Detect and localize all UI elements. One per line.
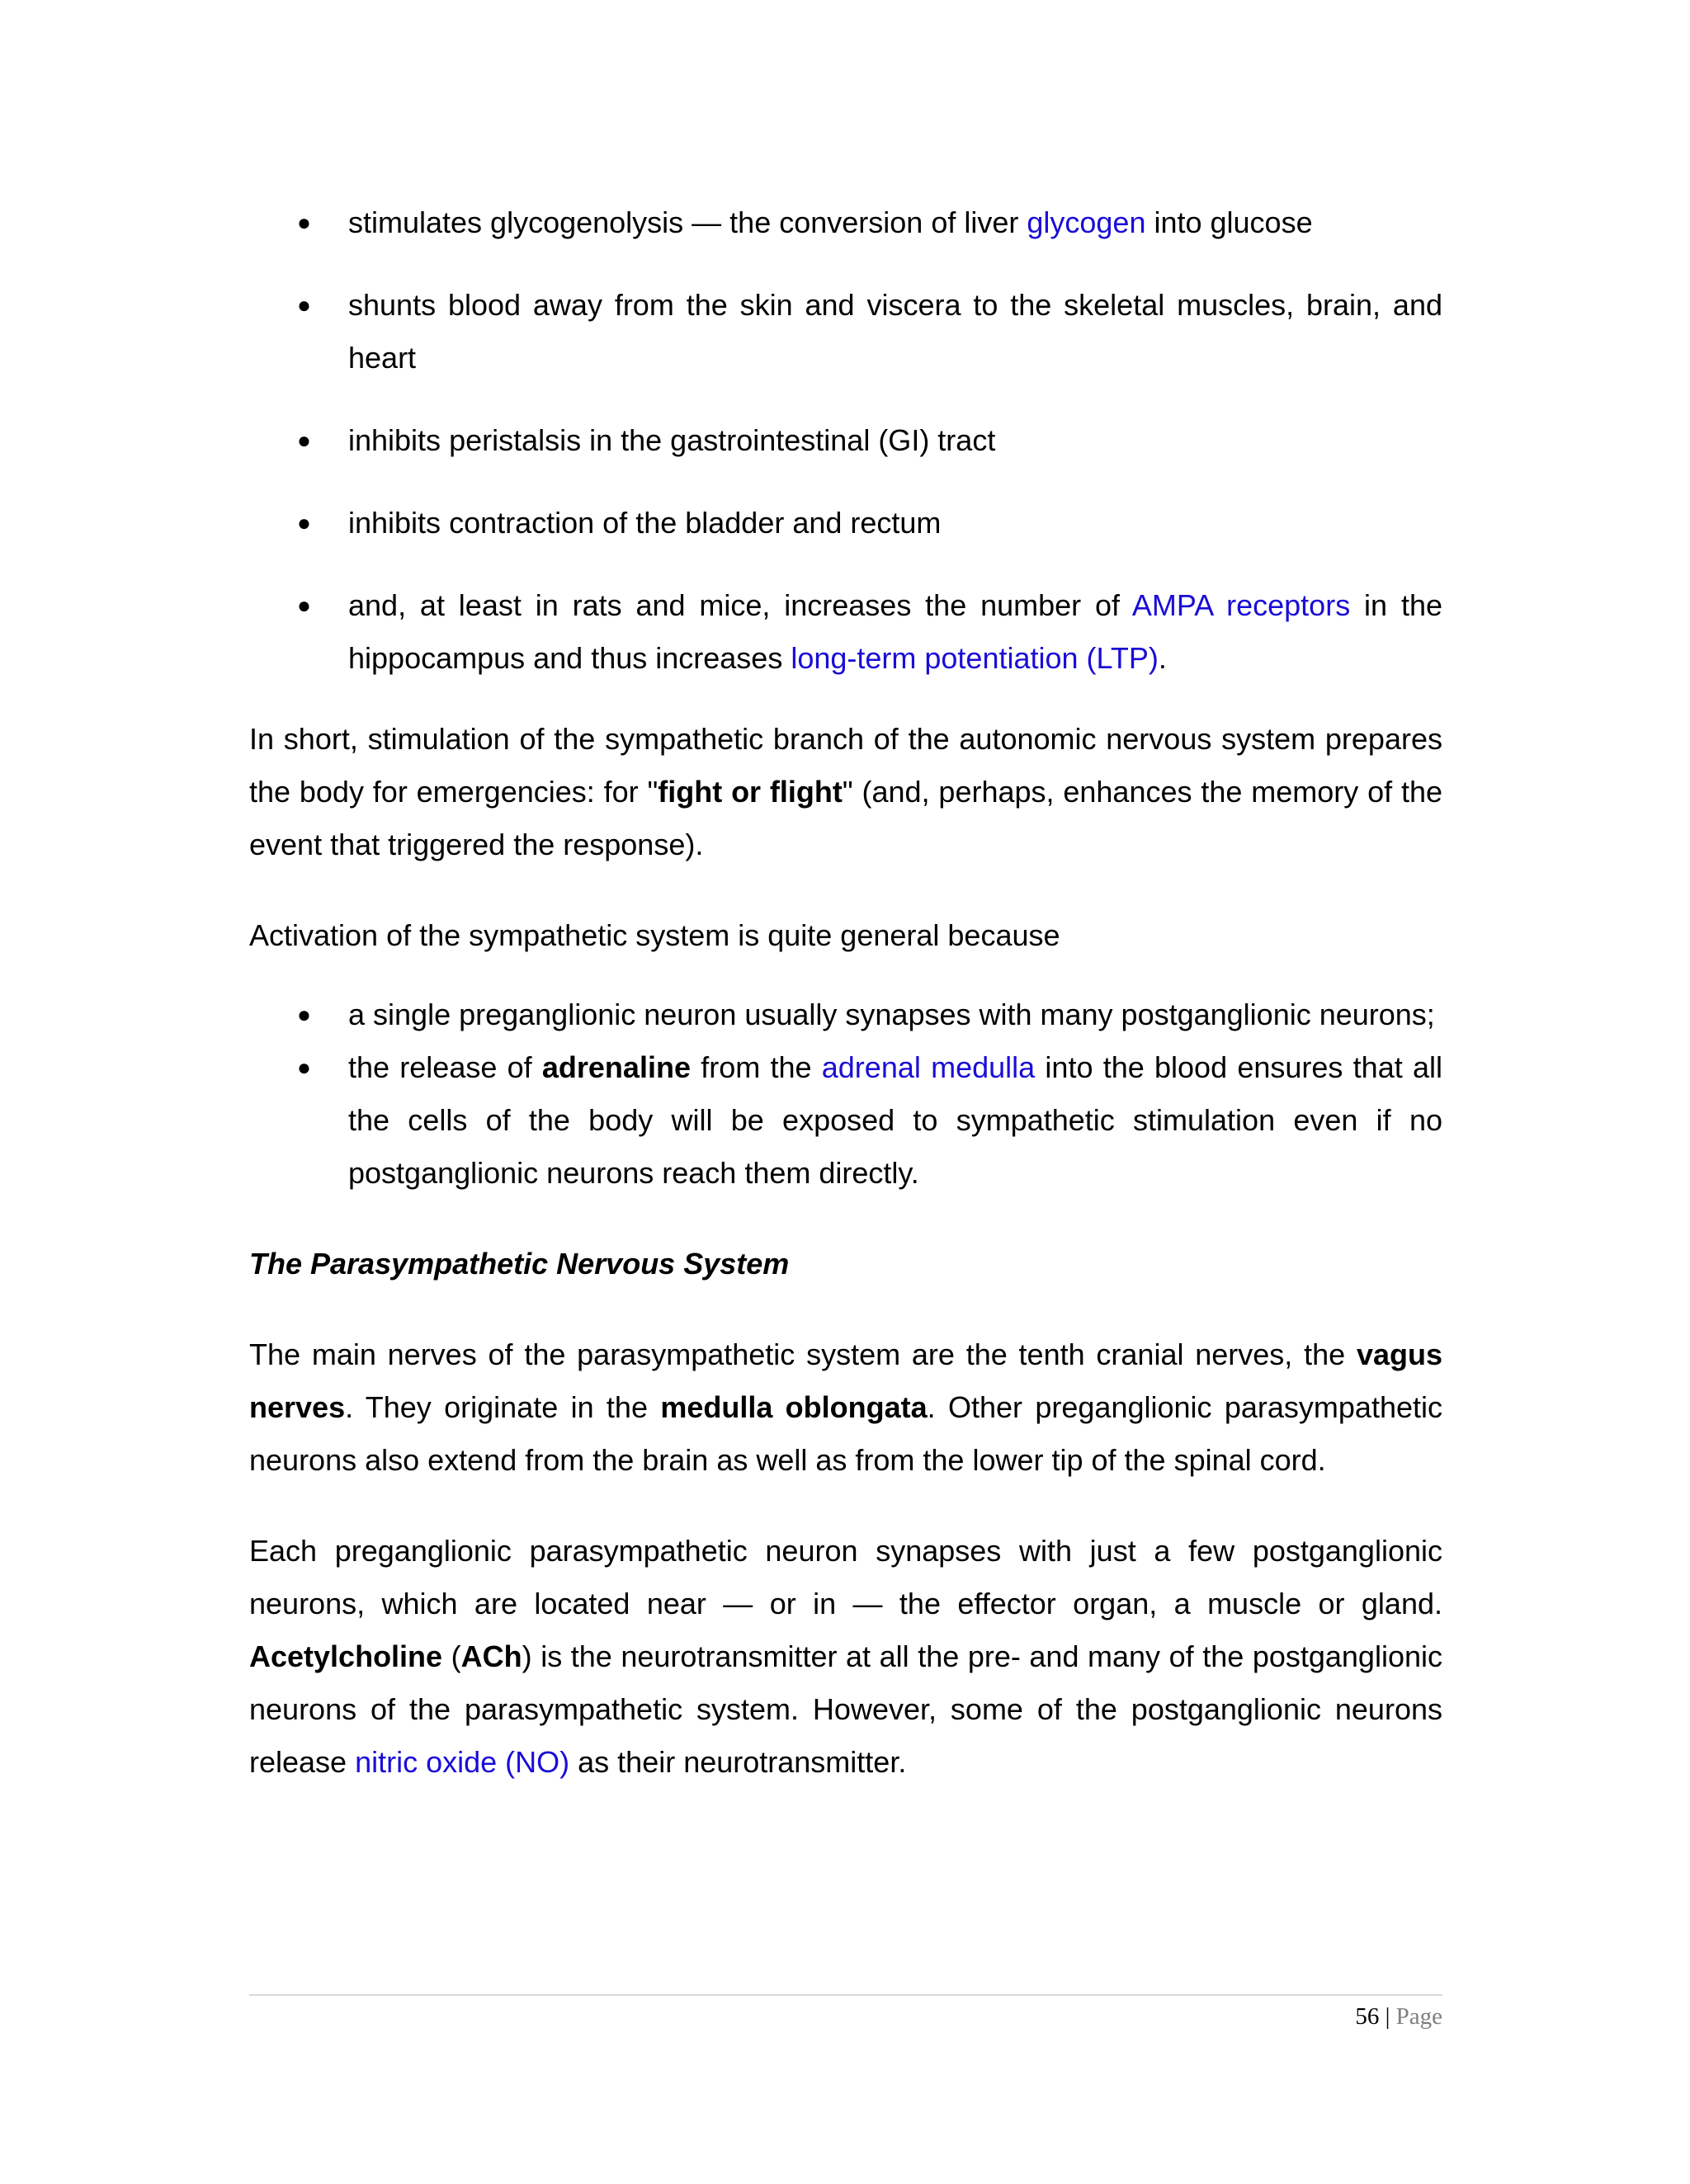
page-label: Page	[1395, 2003, 1442, 2030]
paragraph-text: Activation of the sympathetic system is quite general because	[249, 918, 1060, 952]
glycogen-link[interactable]: glycogen	[1027, 205, 1146, 239]
footer-divider	[249, 1994, 1442, 1996]
adrenal-medulla-link[interactable]: adrenal medulla	[821, 1050, 1036, 1084]
list-item	[249, 988, 1442, 1041]
paragraph-text: . They originate in the	[345, 1390, 661, 1424]
vagus-nerves-paragraph	[249, 1328, 1442, 1487]
effects-bullet-list	[249, 196, 1442, 685]
list-item	[249, 579, 1442, 685]
nitric-oxide-link[interactable]: nitric oxide (NO)	[355, 1745, 570, 1779]
page-footer	[249, 2000, 1442, 2033]
list-item-text: into the blood ensures that all the cells of the body will be exposed to sympathetic stimulation even if no postganglionic neurons reach them directly.	[348, 1050, 1442, 1190]
list-item-text: into glucose	[1145, 205, 1313, 239]
ampa-receptors-link[interactable]: AMPA receptors	[1131, 588, 1351, 622]
ltp-link[interactable]: long-term potentiation (LTP)	[791, 641, 1159, 675]
page-number: 56	[1355, 2003, 1380, 2030]
bullet-icon: ●	[297, 1054, 311, 1080]
bullet-icon: ●	[297, 1002, 311, 1027]
list-item-text: inhibits peristalsis in the gastrointestinal (GI) tract	[348, 423, 996, 457]
section-heading: The Parasympathetic Nervous System	[249, 1247, 790, 1281]
activation-paragraph	[249, 909, 1442, 962]
list-item	[249, 279, 1442, 384]
list-item-text: from the	[690, 1050, 822, 1084]
paragraph-text: Each preganglionic parasympathetic neuron synapses with just a few postganglionic neurons, which are located near — or in — the effector organ, a muscle or gland.	[249, 1534, 1442, 1620]
list-item	[249, 414, 1442, 467]
list-item	[249, 1041, 1442, 1200]
document-body	[249, 196, 1442, 1789]
footer-separator: |	[1385, 2003, 1390, 2030]
paragraph-text: In short, stimulation of the sympathetic branch of the autonomic nervous system prepares the body for emergencies: for "	[249, 722, 1442, 809]
list-item-text: and, at least in rats and mice, increases the number of	[348, 588, 1132, 622]
list-item-text: in the hippocampus and thus increases	[348, 588, 1442, 675]
paragraph-text: . Other preganglionic parasympathetic neurons also extend from the brain as well as from the lower tip of the spinal cord.	[249, 1390, 1442, 1477]
list-item	[249, 196, 1442, 249]
list-item-text: inhibits contraction of the bladder and rectum	[348, 506, 942, 540]
bullet-icon: ●	[297, 292, 311, 318]
list-item-text: a single preganglionic neuron usually synapses with many postganglionic neurons;	[348, 998, 1435, 1031]
list-item	[249, 497, 1442, 550]
bullet-icon: ●	[297, 592, 311, 618]
paragraph-text: The main nerves of the parasympathetic system are the tenth cranial nerves, the	[249, 1337, 1357, 1371]
fight-or-flight-paragraph	[249, 713, 1442, 871]
list-item-text: stimulates glycogenolysis — the conversion of liver	[348, 205, 1027, 239]
vagus-nerves-bold: vagus nerves	[249, 1337, 1442, 1424]
bullet-icon: ●	[297, 427, 311, 453]
bullet-icon: ●	[297, 510, 311, 535]
paragraph-text: (	[442, 1639, 461, 1673]
fight-or-flight-bold: fight or flight	[658, 775, 843, 809]
ach-bold: ACh	[460, 1639, 522, 1673]
list-item-text: .	[1158, 641, 1167, 675]
paragraph-text: " (and, perhaps, enhances the memory of the event that triggered the response).	[249, 775, 1442, 861]
adrenaline-bold: adrenaline	[541, 1050, 691, 1084]
acetylcholine-paragraph	[249, 1525, 1442, 1789]
paragraph-text: as their neurotransmitter.	[569, 1745, 907, 1779]
bullet-icon: ●	[297, 210, 311, 235]
list-item-text: shunts blood away from the skin and viscera to the skeletal muscles, brain, and heart	[348, 288, 1442, 375]
medulla-oblongata-bold: medulla oblongata	[660, 1390, 928, 1424]
activation-bullet-list	[249, 988, 1442, 1200]
acetylcholine-bold: Acetylcholine	[249, 1639, 443, 1673]
list-item-text: the release of	[348, 1050, 542, 1084]
paragraph-text: ) is the neurotransmitter at all the pre- and many of the postganglionic neurons of the parasympathetic system. However, some of the postganglionic neurons release	[249, 1639, 1442, 1779]
